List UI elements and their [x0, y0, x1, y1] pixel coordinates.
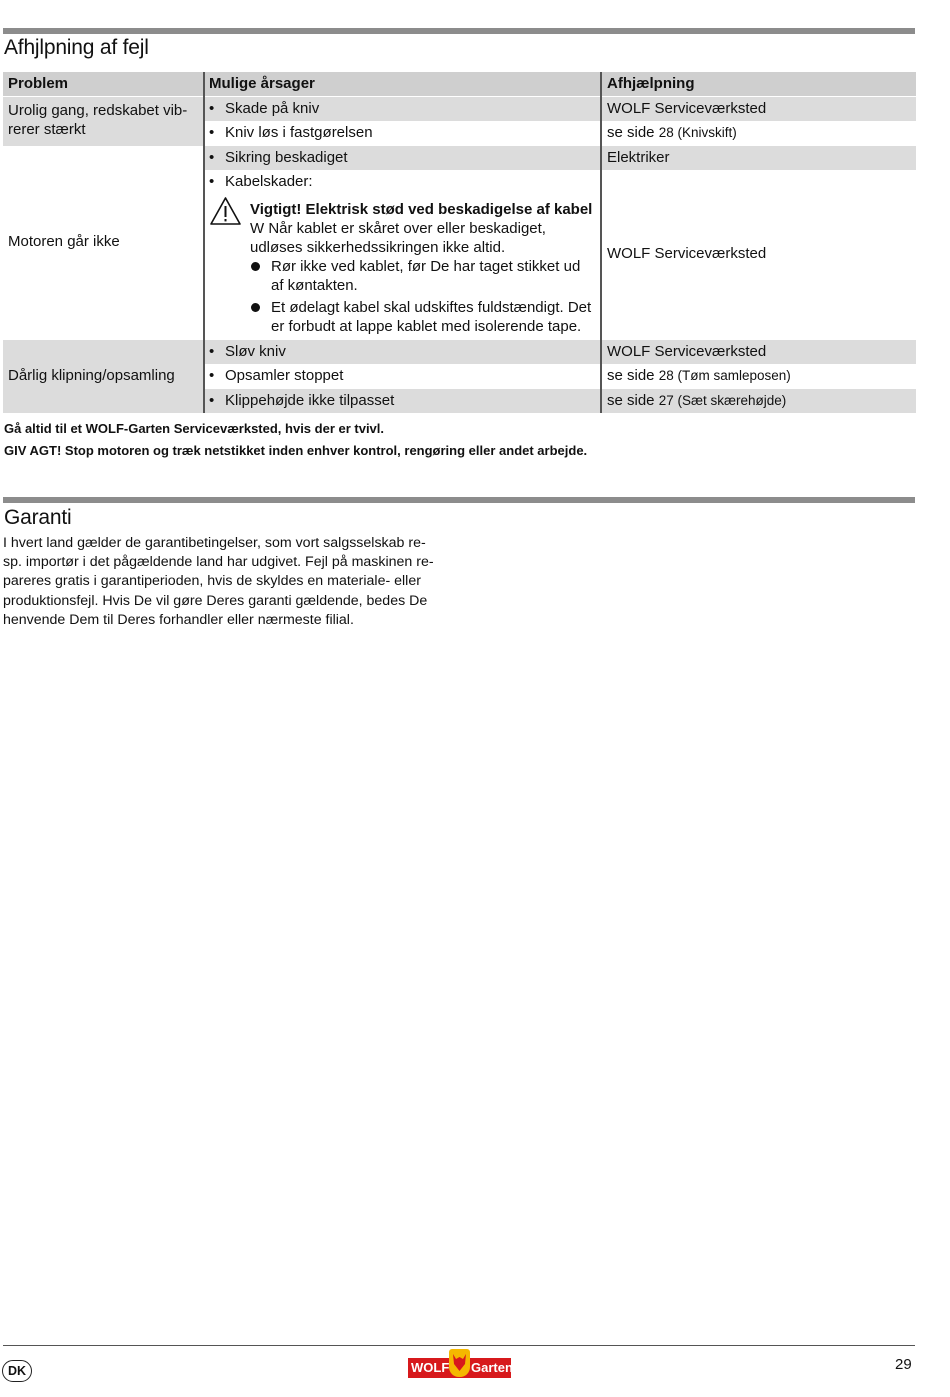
warning-triangle-icon — [209, 196, 242, 226]
footer-rule — [3, 1345, 915, 1346]
note-warning: GIV AGT! Stop motoren og træk netstikket inden enhver kontrol, rengøring eller andet arbejde. — [4, 443, 588, 458]
remedy-prefix: se side — [607, 367, 659, 384]
paragraph-line: henvende Dem til Deres forhandler eller nærmeste filial. — [3, 611, 354, 628]
warning-text — [250, 219, 600, 257]
logo-text-garten: Garten — [471, 1360, 513, 1375]
cause-item: • Sløv kniv — [209, 342, 599, 361]
column-divider — [203, 72, 205, 413]
remedy-item — [607, 123, 912, 142]
paragraph-line: sp. importør i det pågældende land har udgivet. Fejl på maskinen re- — [3, 554, 434, 571]
remedy-prefix: se side — [607, 124, 659, 141]
remedy-item: WOLF Serviceværksted — [607, 245, 767, 262]
section-title-troubleshooting: Afhjlpning af fejl — [4, 36, 149, 59]
cause-item: • Sikring beskadiget — [209, 148, 599, 167]
header-remedy: Afhjælpning — [607, 75, 695, 92]
section-rule-garanti — [3, 497, 915, 503]
warning-line: udløses sikkerhedssikringen ikke altid. — [250, 239, 506, 256]
page-number: 29 — [895, 1356, 912, 1373]
remedy-detail: 28 (Tøm samleposen) — [658, 368, 791, 383]
cause-item: • Opsamler stoppet — [209, 366, 599, 385]
cause-item: • Klippehøjde ikke tilpasset — [209, 391, 599, 410]
bullet-dot-icon — [251, 303, 260, 312]
bullet-dot-icon — [251, 262, 260, 271]
problem-label — [8, 101, 198, 139]
header-problem: Problem — [8, 75, 69, 92]
country-badge: DK — [2, 1360, 32, 1382]
problem-line: rerer stærkt — [8, 121, 86, 138]
logo-yellow-badge — [449, 1349, 470, 1377]
paragraph-line: produktionsfejl. Hvis De vil gøre Deres garanti gældende, bedes De — [3, 592, 428, 609]
remedy-detail: 28 (Knivskift) — [658, 125, 737, 140]
remedy-item — [607, 366, 912, 385]
warning-point — [271, 257, 601, 295]
section-rule-top — [3, 28, 915, 34]
problem-line: Urolig gang, redskabet vib- — [8, 102, 188, 119]
table-header-row — [3, 72, 916, 96]
wolf-garten-logo — [408, 1349, 511, 1379]
remedy-detail: 27 (Sæt skærehøjde) — [658, 393, 787, 408]
section-title-garanti: Garanti — [4, 506, 72, 529]
problem-label: Motoren går ikke — [8, 233, 120, 250]
header-causes: Mulige årsager — [209, 75, 315, 92]
cause-item: • Skade på kniv — [209, 99, 599, 118]
wolf-head-icon — [449, 1349, 470, 1377]
remedy-item — [607, 391, 912, 410]
remedy-item: WOLF Serviceværksted — [607, 343, 767, 360]
cause-item: • Kniv løs i fastgørelsen — [209, 123, 599, 142]
logo-text-wolf: WOLF — [411, 1360, 450, 1375]
remedy-item: WOLF Serviceværksted — [607, 100, 767, 117]
warning-point-line: er forbudt at lappe kablet med isolerende tape. — [271, 318, 582, 335]
warning-title: Vigtigt! Elektrisk stød ved beskadigelse af kabel — [250, 201, 593, 218]
paragraph-line: I hvert land gælder de garantibetingelser, som vort salgsselskab re- — [3, 535, 426, 551]
warning-point — [271, 298, 601, 336]
column-divider — [600, 72, 602, 413]
warning-line: W Når kablet er skåret over eller beskadiget, — [250, 220, 546, 237]
warning-point-line: Et ødelagt kabel skal udskiftes fuldstændigt. Det — [271, 299, 592, 316]
cause-item: • Kabelskader: — [209, 172, 599, 191]
garanti-paragraph — [3, 534, 453, 630]
note-service: Gå altid til et WOLF-Garten Serviceværksted, hvis der er tvivl. — [4, 421, 385, 436]
paragraph-line: pareres gratis i garantiperioden, hvis de skyldes en materiale- eller — [3, 573, 421, 590]
warning-point-line: af køntakten. — [271, 277, 358, 294]
remedy-item: Elektriker — [607, 149, 670, 166]
warning-point-line: Rør ikke ved kablet, før De har taget stikket ud — [271, 258, 581, 275]
problem-label: Dårlig klipning/opsamling — [8, 367, 175, 384]
remedy-prefix: se side — [607, 392, 659, 409]
